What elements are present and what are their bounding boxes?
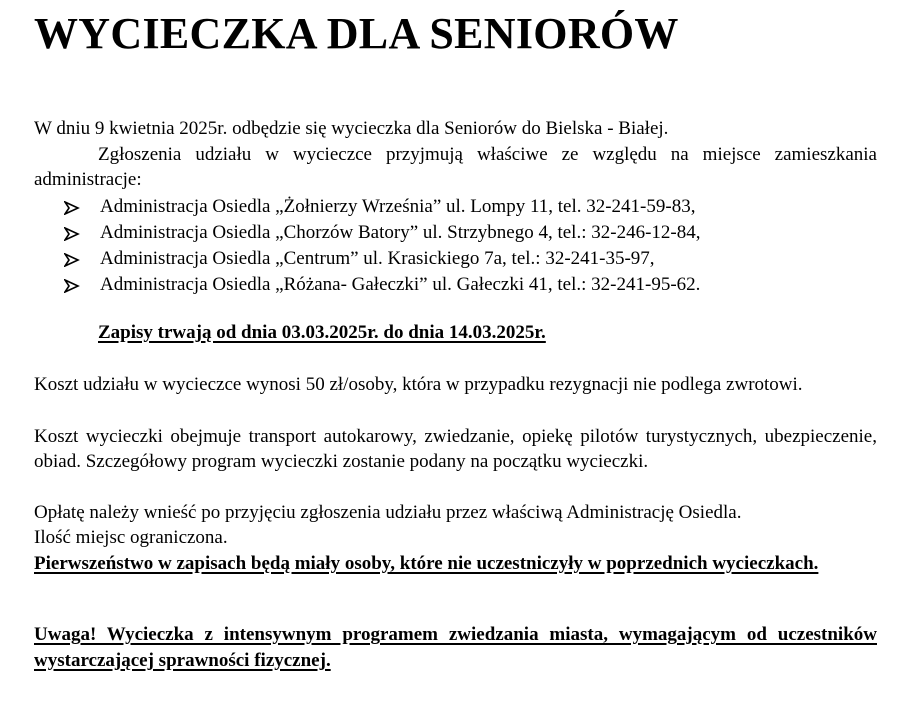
- document-title: WYCIECZKA DLA SENIORÓW: [34, 9, 679, 58]
- administration-item-text: Administracja Osiedla „Centrum” ul. Krasickiego 7a, tel.: 32-241-35-97,: [100, 248, 655, 269]
- registration-deadline: Zapisy trwają od dnia 03.03.2025r. do dnia 14.03.2025r.: [98, 322, 546, 343]
- payment-paragraph: Opłatę należy wnieść po przyjęciu zgłoszenia udziału przez właściwą Administrację Osiedla.: [34, 502, 742, 523]
- cost-paragraph: Koszt udziału w wycieczce wynosi 50 zł/osoby, która w przypadku rezygnacji nie podlega zwrotowi.: [34, 374, 803, 395]
- registration-paragraph: Zgłoszenia udziału w wycieczce przyjmują właściwe ze względu na miejsce zamieszkania administracje:: [34, 144, 877, 190]
- arrow-bullet-icon: [64, 194, 86, 215]
- administration-item-text: Administracja Osiedla „Żołnierzy Września” ul. Lompy 11, tel. 32-241-59-83,: [100, 196, 696, 217]
- arrow-bullet-icon: [64, 272, 86, 293]
- list-item: [34, 246, 877, 272]
- list-item: [34, 272, 877, 298]
- administration-list: [34, 194, 877, 298]
- included-paragraph: Koszt wycieczki obejmuje transport autokarowy, zwiedzanie, opiekę pilotów turystycznych, ubezpieczenie, obiad. Szczegółowy program wycieczki zostanie podany na początku wycieczki.: [34, 426, 877, 472]
- limited-seats-note: Ilość miejsc ograniczona.: [34, 527, 228, 548]
- list-item: [34, 220, 877, 246]
- administration-item-text: Administracja Osiedla „Różana- Gałeczki” ul. Gałeczki 41, tel.: 32-241-95-62.: [100, 274, 701, 295]
- intro-paragraph: W dniu 9 kwietnia 2025r. odbędzie się wycieczka dla Seniorów do Bielska - Białej.: [34, 118, 669, 139]
- priority-notice: Pierwszeństwo w zapisach będą miały osoby, które nie uczestniczyły w poprzednich wycieczkach.: [34, 553, 819, 574]
- arrow-bullet-icon: [64, 220, 86, 241]
- list-item: [34, 194, 877, 220]
- arrow-bullet-icon: [64, 246, 86, 267]
- administration-item-text: Administracja Osiedla „Chorzów Batory” ul. Strzybnego 4, tel.: 32-246-12-84,: [100, 222, 701, 243]
- warning-notice: Uwaga! Wycieczka z intensywnym programem zwiedzania miasta, wymagającym od uczestników wystarczającej sprawności fizycznej.: [34, 624, 877, 671]
